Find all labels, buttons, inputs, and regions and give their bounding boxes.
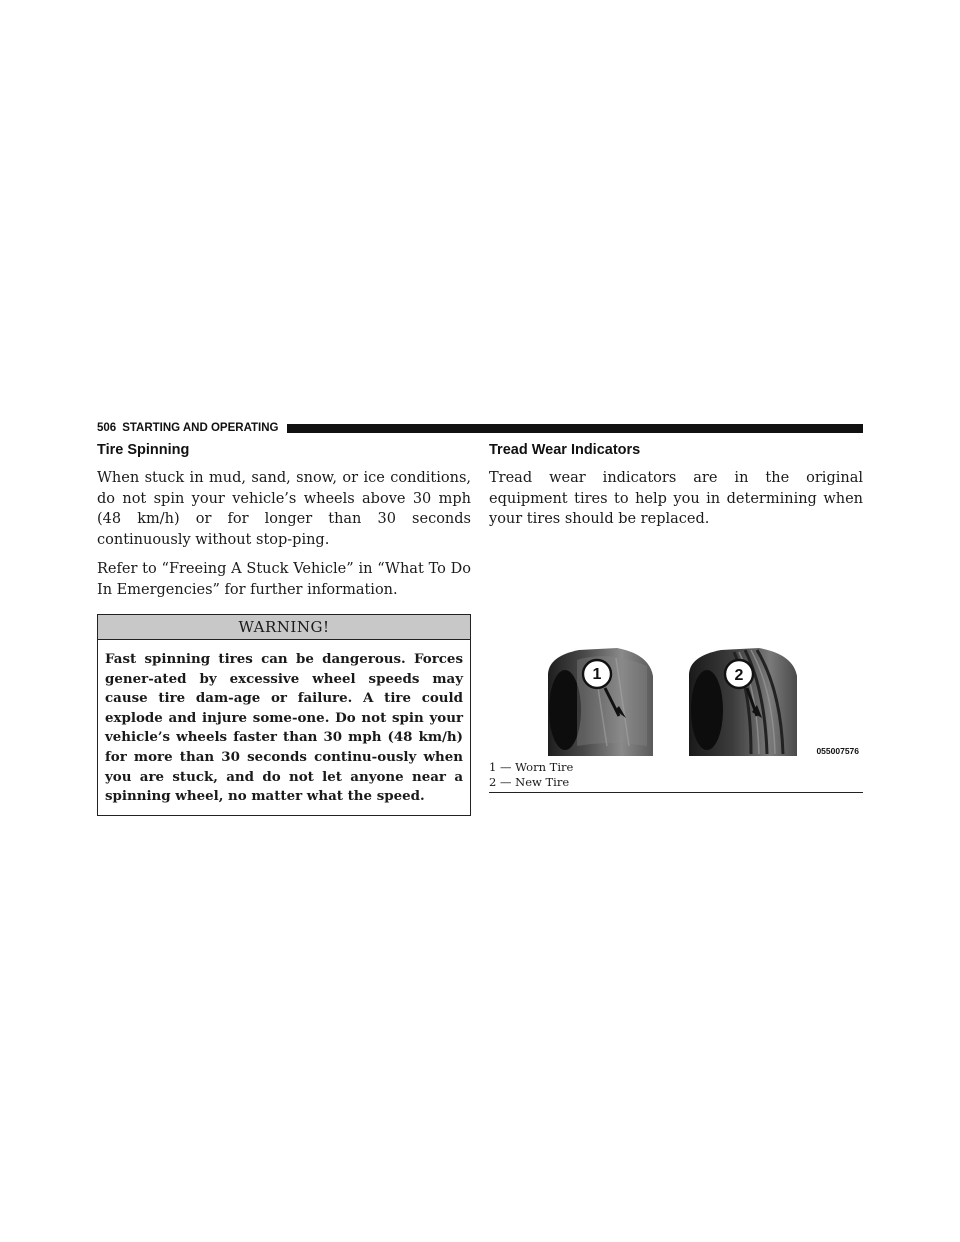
left-column	[97, 442, 471, 816]
warning-box	[97, 614, 471, 816]
freeing-stuck-vehicle-paragraph: Refer to “Freeing A Stuck Vehicle” in “What To Do In Emergencies” for further information.	[97, 561, 471, 598]
svg-text:1: 1	[592, 665, 602, 683]
figure-id: 055007576	[816, 745, 859, 756]
warning-title: WARNING!	[98, 615, 470, 640]
section-title: STARTING AND OPERATING	[122, 422, 279, 434]
page-header	[97, 420, 863, 436]
tire-spinning-heading: Tire Spinning	[97, 442, 190, 458]
tread-wear-paragraph: Tread wear indicators are in the original equipment tires to help you in determining when your tires should be replaced.	[489, 470, 863, 527]
page-number: 506	[97, 422, 117, 434]
svg-text:2: 2	[734, 666, 744, 684]
tire-illustration-graphic	[489, 550, 863, 756]
warning-text: Fast spinning tires can be dangerous. Forces gener-ated by excessive wheel speeds may cause tire dam-age or failure. A tire could explode and injure some-one. Do not spin your vehicle’s wheels faster than 30 mph (48 km/h) for more than 30 seconds continu-ously when you are stuck, and do not let anyone near a spinning wheel, no matter what the speed.	[105, 651, 463, 805]
tread-wear-heading: Tread Wear Indicators	[489, 442, 641, 458]
legend-item-worn-tire: 1 — Worn Tire	[489, 759, 574, 774]
tire-spinning-paragraph: When stuck in mud, sand, snow, or ice conditions, do not spin your vehicle’s wheels above 30 mph (48 km/h) or for longer than 30 seconds continuously without stop-ping.	[97, 470, 471, 548]
right-column	[489, 442, 863, 793]
figure-legend	[489, 760, 863, 790]
tire-illustration	[489, 550, 863, 756]
header-rule	[287, 424, 864, 433]
figure-bottom-rule	[489, 792, 863, 793]
legend-item-new-tire: 2 — New Tire	[489, 774, 570, 789]
